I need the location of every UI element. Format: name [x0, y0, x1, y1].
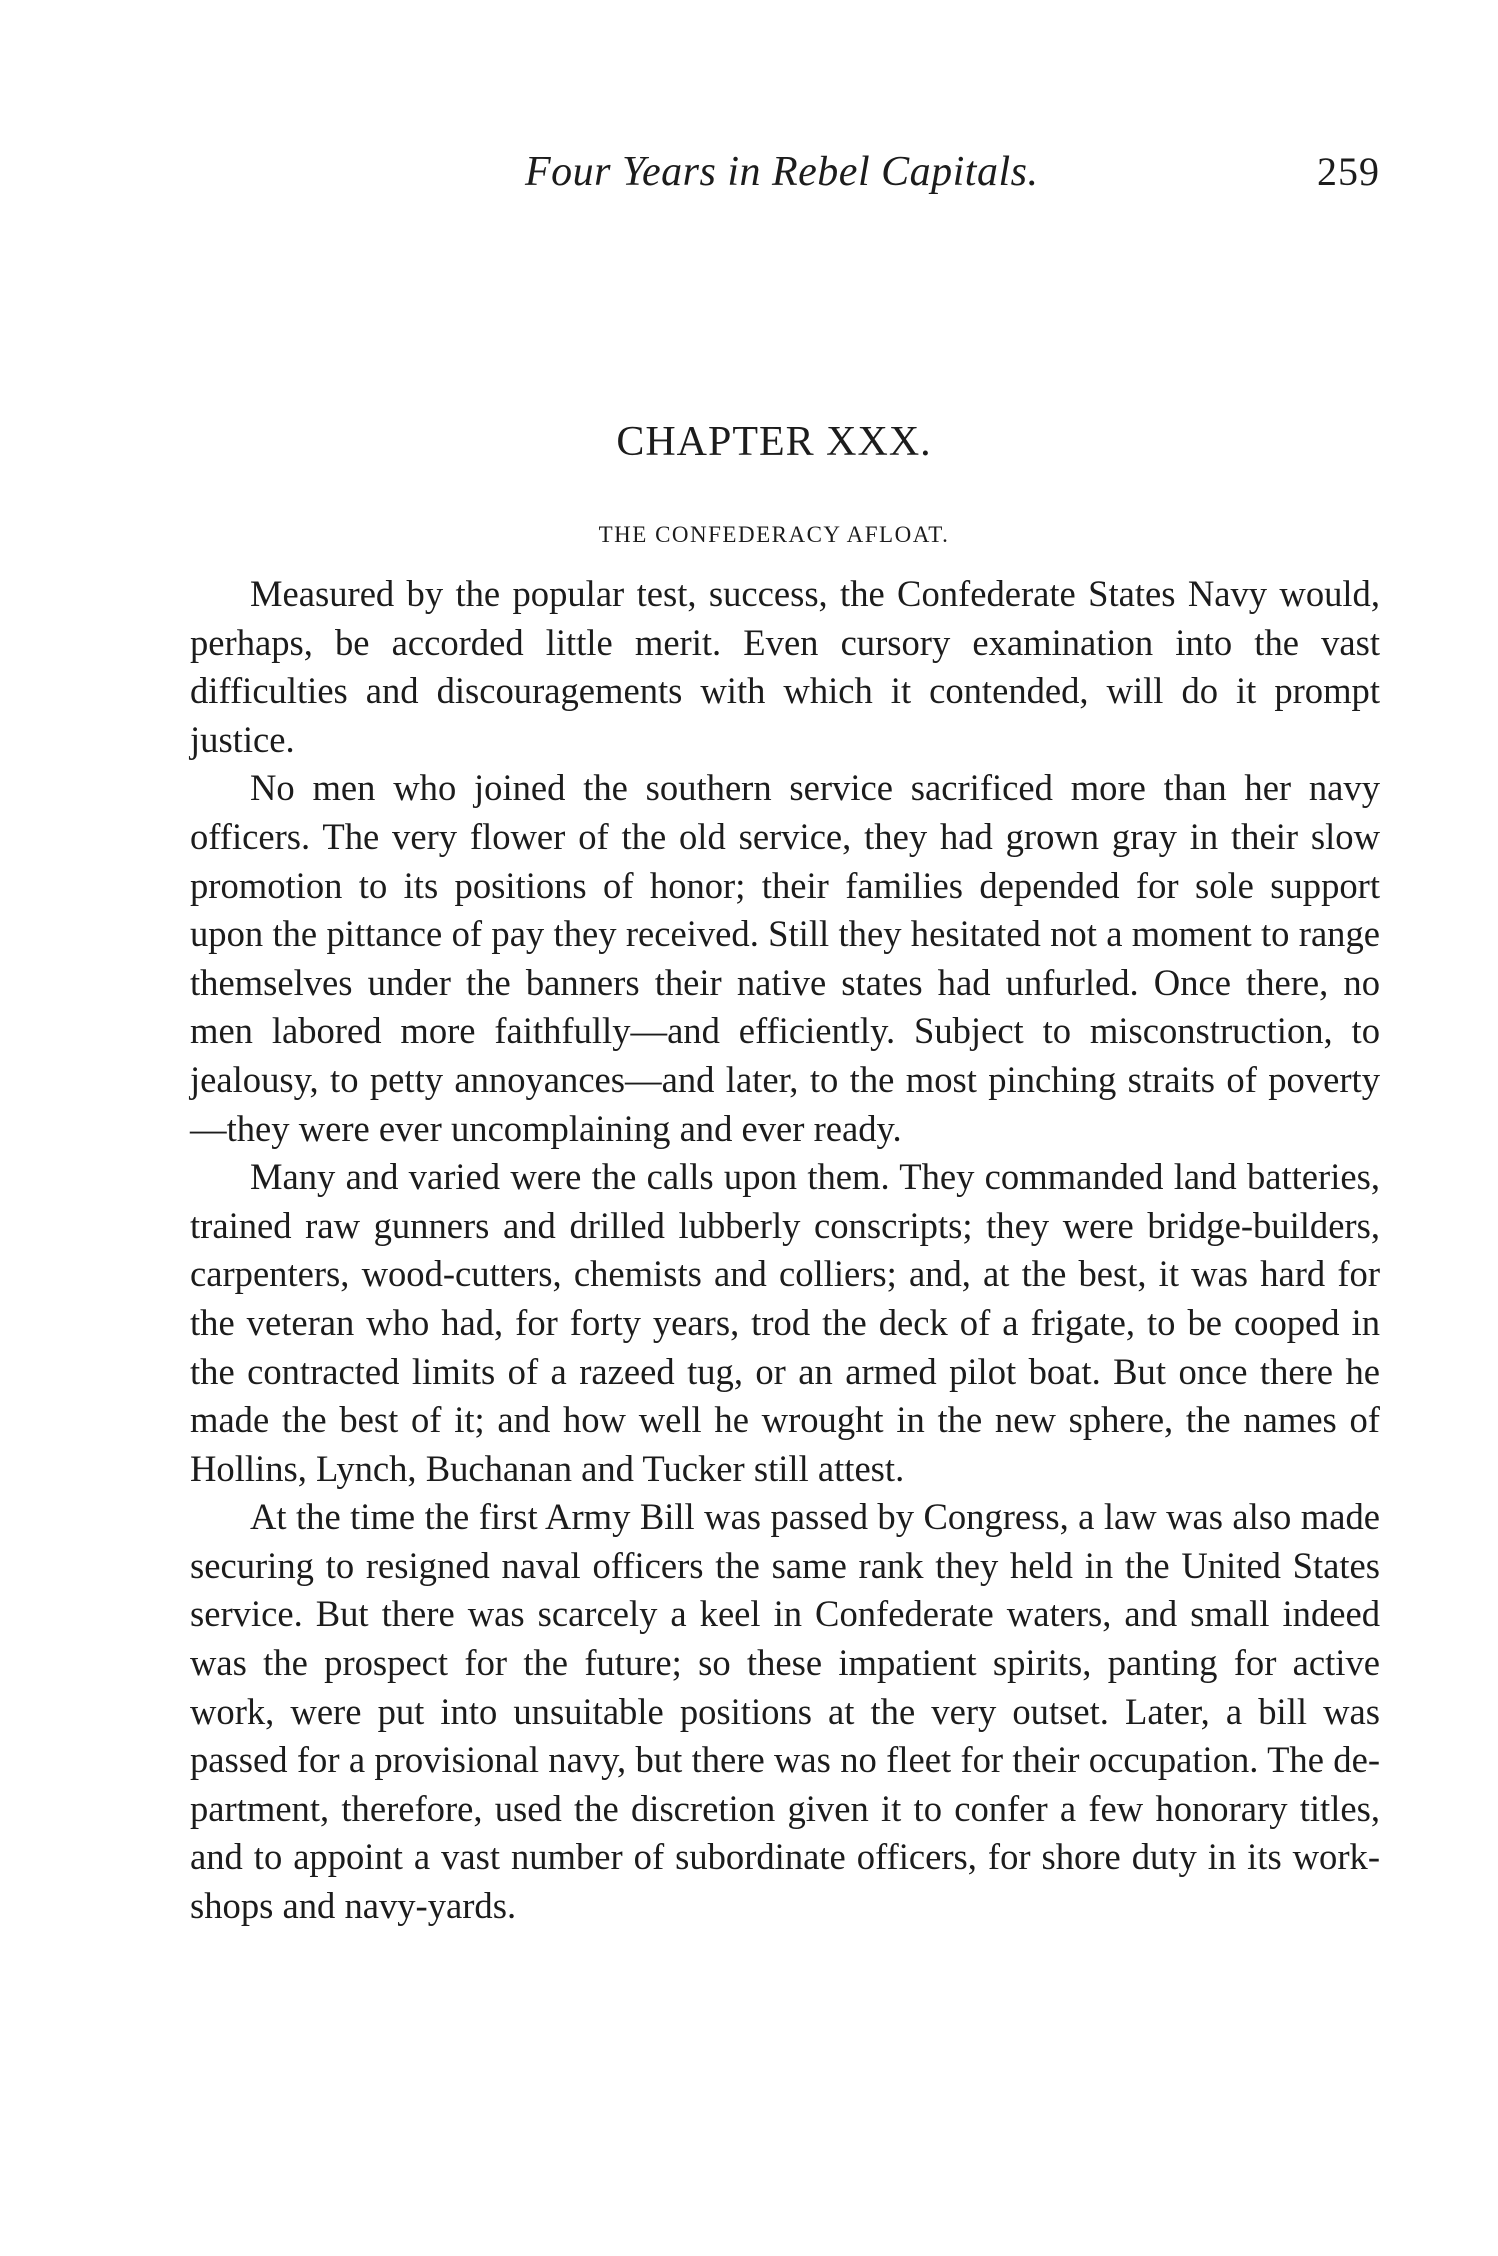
body-text	[190, 570, 1380, 1931]
running-head	[190, 148, 1380, 208]
paragraph: At the time the first Army Bill was passed by Congress, a law was also made securing to resigned naval officers the same rank they held in the United States service. But there was scarcely a keel in Confederate waters, and small indeed was the prospect for the future; so these impatient spirits, panting for active work, were put into unsuitable positions at the very outset. Later, a bill was passed for a provisional navy, but there was no fleet for their occupation. The department, therefore, used the discretion given it to confer a few honorary titles, and to appoint a vast number of subordinate officers, for shore duty in its work-shops and navy-yards.	[190, 1496, 1380, 1927]
page-number: 259	[1317, 149, 1380, 194]
paragraph: Many and varied were the calls upon them. They commanded land batteries, trained raw gunners and drilled lubberly conscripts; they were bridge-builders, carpenters, wood-cutters, chemists and colliers; and, at the best, it was hard for the veteran who had, for forty years, trod the deck of a frigate, to be cooped in the contracted limits of a razeed tug, or an armed pilot boat. But once there he made the best of it; and how well he wrought in the new sphere, the names of Hollins, Lynch, Buchanan and Tucker still attest.	[190, 1156, 1380, 1489]
paragraph: Measured by the popular test, success, the Confederate States Navy would, perhaps, be accorded little merit. Even cursory examination into the vast difficulties and discouragements with which it contended, will do it prompt justice.	[190, 573, 1380, 760]
chapter-number: CHAPTER XXX.	[616, 419, 932, 465]
chapter-title: THE CONFEDERACY AFLOAT.	[598, 522, 950, 547]
paragraph: No men who joined the southern service sacrificed more than her navy officers. The very flower of the old service, they had grown gray in their slow promotion to its positions of honor; their families depended for sole support upon the pittance of pay they received. Still they hesitated not a moment to range themselves under the banners their native states had unfurled. Once there, no men labored more faithfully—and efficiently. Subject to misconstruction, to jealousy, to petty annoyances—and later, to the most pinching straits of poverty—they were ever uncomplaining and ever ready.	[190, 767, 1380, 1149]
running-title: Four Years in Rebel Capitals.	[525, 149, 1039, 195]
